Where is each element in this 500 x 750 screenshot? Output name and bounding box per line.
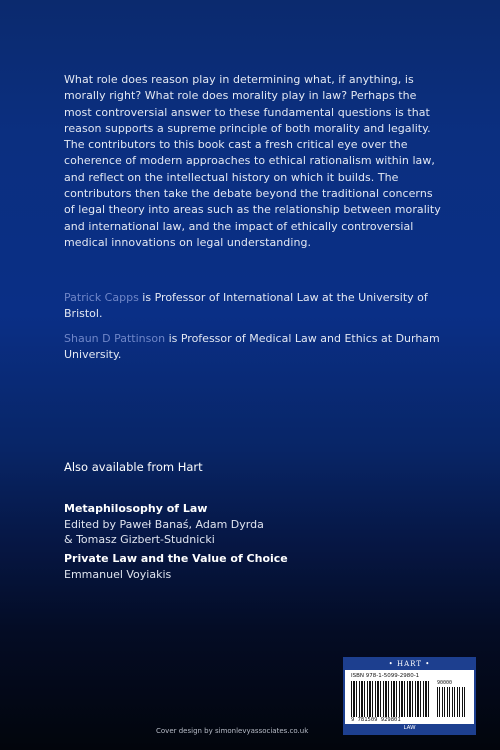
book-title: Metaphilosophy of Law: [64, 502, 208, 515]
author-bio-capps: [64, 290, 444, 323]
author-name: Shaun D Pattinson: [64, 332, 166, 345]
barcode-icon: [351, 681, 431, 717]
author-bio-pattinson: [64, 331, 444, 364]
author-bio-text: is Professor of Medical Law and Ethics at Durham University.: [64, 332, 440, 362]
related-book-1: [64, 501, 264, 548]
isbn-text: ISBN 978-1-5099-2980-1: [351, 673, 420, 679]
barcode-addon-icon: [437, 687, 467, 717]
author-bio-text: is Professor of International Law at the University of Bristol.: [64, 291, 428, 321]
barcode-addon-number: 90000: [437, 680, 453, 686]
subject-label: LAW: [345, 724, 474, 733]
isbn-barcode-panel: [343, 657, 476, 735]
back-cover-blurb: [64, 72, 444, 251]
cover-design-credit: Cover design by simonlevyassociates.co.uk: [156, 727, 309, 735]
barcode-digits: 9 781509 929801: [351, 717, 401, 723]
book-editors: & Tomasz Gizbert-Studnicki: [64, 533, 215, 546]
book-title: Private Law and the Value of Choice: [64, 552, 288, 565]
author-name: Patrick Capps: [64, 291, 139, 304]
related-book-2: [64, 551, 288, 582]
blurb-text: What role does reason play in determining what, if anything, is morally right? What role does morality play in law? Perhaps the most controversial answer to these fundamental questions is that reason supports a supreme principle of both morality and legality. The contributors to this book cast a fresh critical eye over the coherence of modern approaches to ethical rationalism within law, and reflect on the intellectual history on which it builds. The contributors then take the debate beyond the traditional concerns of legal theory into areas such as the relationship between morality and international law, and the impact of ethically controversial medical innovations on legal understanding.: [64, 73, 441, 249]
publisher-logo: • HART •: [345, 659, 474, 670]
also-available-heading: Also available from Hart: [64, 460, 203, 474]
book-editors: Edited by Paweł Banaś, Adam Dyrda: [64, 517, 264, 531]
book-author: Emmanuel Voyiakis: [64, 567, 172, 581]
